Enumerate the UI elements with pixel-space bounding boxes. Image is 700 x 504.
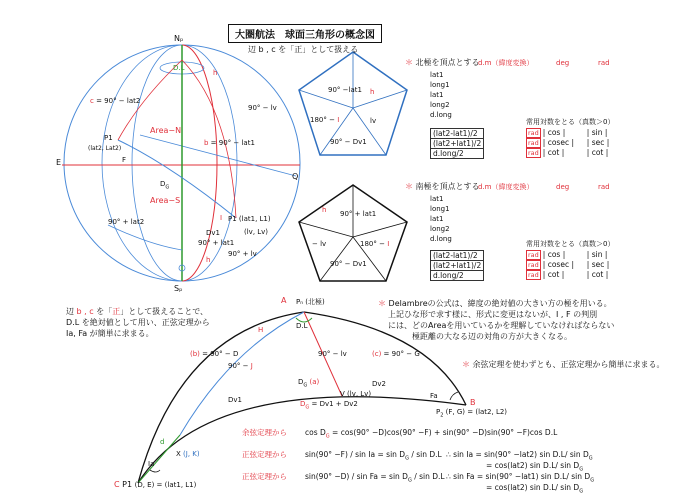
south-trig: [526, 250, 609, 280]
angle-fa: [450, 392, 458, 400]
pent2-h: h: [322, 206, 327, 214]
big-dg-sum: $D_G = Dv1 + Dv2$: [300, 400, 358, 411]
north-trig-row: rad | cosec | | sec |: [528, 138, 610, 147]
formula-sin1-label: 正弦定理から: [242, 450, 287, 459]
formula-cos-label: 余弦定理から: [242, 428, 287, 437]
north-item: long1: [430, 81, 450, 89]
north-item: lat1: [430, 91, 444, 99]
label-lv: 90° − lv: [248, 104, 277, 112]
north-box: (lat2-lat1)/2: [430, 128, 484, 139]
south-item: long1: [430, 205, 450, 213]
south-box: d.long/2: [430, 271, 484, 281]
north-trig: [526, 128, 609, 158]
big-d: d: [160, 438, 165, 446]
big-dv2: Dv2: [372, 380, 386, 388]
big-b: B: [470, 398, 476, 407]
note-cos: ＊ 余弦定理を使わずとも、正弦定理から簡単に求まる。: [462, 360, 665, 369]
south-rad: rad: [598, 183, 610, 191]
south-log-heading: 常用対数をとる（真数＞0）: [526, 240, 615, 248]
subtitle: 辺 b , c を「正」として扱える: [248, 45, 359, 54]
pent2-top: 90° + lat1: [340, 210, 377, 218]
line-d: [138, 435, 180, 483]
formula-sin2-label: 正弦定理から: [242, 472, 287, 481]
label-p1-sub: (lat2, Lat2): [88, 145, 122, 152]
south-trig-row: rad | cos | | sin |: [528, 250, 608, 259]
pent1-left: 180° − I: [310, 116, 340, 124]
north-item: long2: [430, 101, 450, 109]
note-left-line: 辺 b , c を「正」として扱えることで、: [66, 307, 209, 316]
label-dv1: Dv1: [206, 229, 220, 237]
label-c-eq: c = 90° − lat2: [90, 97, 141, 105]
label-lat1-eq: 90° + lat1: [198, 239, 235, 247]
label-p1: P1: [104, 134, 113, 142]
label-f: F: [122, 156, 127, 164]
label-h: h: [213, 69, 218, 77]
note-left-line: Ia, Fa が簡単に求まる。: [66, 329, 154, 338]
south-trig-row: rad | cot | | cot |: [528, 270, 609, 279]
formula-sin2: $\sin(90^\circ -D) / \sin Fa = \sin D_G / \sin D.L$: [305, 472, 445, 484]
meridian-left: [102, 45, 182, 281]
formula-sin1: $\sin(90^\circ -F) / \sin Ia = \sin D_G / \sin D.L$: [305, 450, 442, 462]
big-pn: Pₙ (北極): [296, 298, 325, 306]
note-right-line: 上記ひな形で求す様に、形式に変更はないが、I , F の判別: [388, 310, 598, 319]
label-lv-plus: 90° + lv: [228, 250, 257, 258]
big-h: H: [258, 326, 264, 334]
big-v: V (lv, Lv): [340, 390, 372, 398]
label-lat2-eq: 90° + lat2: [108, 218, 145, 226]
north-heading: ＊ 北極を頂点とする: [405, 58, 480, 67]
north-item: d.long: [430, 111, 452, 119]
angle-ia: [150, 470, 160, 472]
note-right-line: には、どのAreaを用いているかを理解していなければならない: [388, 321, 615, 330]
label-q: Q: [292, 172, 299, 181]
note-left-line: D.L を絶対値として用い、正弦定理から: [66, 318, 210, 327]
north-box: (lat2+lat1)/2: [430, 139, 484, 149]
big-dg: $D_G$ (a): [298, 378, 320, 389]
label-lvlv: (lv, Lv): [244, 228, 269, 236]
label-p1b: P1 (lat1, L1): [228, 215, 271, 223]
north-rad: rad: [598, 59, 610, 67]
formula-sin2-result2: = cos(lat2) sin D.L/ $\sin D_G$: [486, 483, 584, 495]
south-arc: [108, 225, 182, 250]
south-trig-row: rad | cosec | | sec |: [528, 260, 610, 269]
label-np: Nₚ: [174, 34, 184, 43]
formula-sin1-result: ∴ sin Ia = sin(90° −lat2) sin D.L/ $\sin D_G$: [446, 450, 593, 462]
pent2-right: 180° − I: [360, 240, 390, 248]
pent2-bottom: 90° − Dv1: [330, 260, 367, 268]
pent1-top: 90° −lat1: [328, 86, 362, 94]
formula-cos: $\cos D_G = \cos(90^\circ -D)\cos(90^\circ -F) + \sin(90^\circ -D)\sin(90^\circ -F)\cos$ D.L: [305, 428, 558, 440]
note-right-line: 極距離の大なる辺の対角の方が大きくなる。: [412, 332, 572, 341]
south-item: d.long: [430, 235, 452, 243]
south-item: lat1: [430, 195, 444, 203]
south-deg: deg: [556, 183, 570, 191]
label-area-n: Area−N: [150, 126, 182, 135]
big-c-eq: (c) = 90° − G: [372, 350, 420, 358]
pent1-h: h: [370, 88, 375, 96]
north-dm: d.m（緯度変換）: [478, 59, 534, 67]
big-c: C P1 (D, E) = (lat1, L1): [114, 480, 197, 489]
south-item: lat1: [430, 215, 444, 223]
south-heading: ＊ 南極を頂点とする: [405, 182, 480, 191]
big-x: X (J, K): [176, 450, 200, 458]
pent1-bottom: 90° − Dv1: [330, 138, 367, 146]
north-items: [430, 70, 452, 120]
big-b-eq: (b) = 90° − D: [190, 350, 239, 358]
big-j-eq: 90° − J: [228, 362, 253, 370]
big-dv1: Dv1: [228, 396, 242, 404]
page-title: 大圏航法 球面三角形の概念図: [228, 24, 382, 43]
south-item: long2: [430, 225, 450, 233]
north-box: d.long/2: [430, 149, 484, 159]
north-trig-row: rad | cos | | sin |: [528, 128, 608, 137]
formula-sin2-result: ∴ sin Fa = sin(90° −lat1) sin D.L/ $\sin D_G$: [446, 472, 595, 484]
label-i: I: [220, 214, 223, 222]
north-trig-row: rad | cot | | cot |: [528, 148, 609, 157]
big-lv: 90° − lv: [318, 350, 347, 358]
south-box: (lat2-lat1)/2: [430, 250, 484, 261]
north-boxes: [430, 128, 484, 159]
label-dg: $D_G$: [160, 180, 170, 191]
north-item: lat1: [430, 71, 444, 79]
big-ia: Ia: [148, 460, 155, 468]
pent1-lv: lv: [370, 117, 377, 125]
formula-sin1-result2: = cos(lat2) sin D.L/ $\sin D_G$: [486, 461, 584, 473]
note-right-line: ＊ Delambreの公式は、緯度の絶対値の大きい方の極を用いる。: [378, 299, 612, 308]
north-deg: deg: [556, 59, 570, 67]
label-sp: Sₚ: [174, 284, 183, 293]
pent2-left: − lv: [312, 240, 327, 248]
big-fa: Fa: [430, 392, 438, 400]
big-dl: D.L: [296, 322, 308, 330]
south-box: (lat2+lat1)/2: [430, 261, 484, 271]
big-a: A: [281, 296, 287, 305]
note-right: [378, 298, 614, 342]
label-b-eq: b = 90° − lat1: [204, 139, 255, 147]
note-left: [66, 306, 210, 339]
south-boxes: [430, 250, 484, 281]
north-log-heading: 常用対数をとる（真数＞0）: [526, 118, 615, 126]
label-dl: D.L: [173, 64, 185, 72]
meridian-left-inner: [132, 45, 182, 281]
big-p2: $P_2$ (F, G) = (lat2, L2): [436, 408, 508, 419]
label-e: E: [56, 158, 62, 167]
label-area-s: Area−S: [150, 196, 181, 205]
south-items: [430, 194, 452, 244]
south-dm: d.m（緯度変換）: [478, 183, 534, 191]
label-h-south: h: [206, 256, 211, 264]
